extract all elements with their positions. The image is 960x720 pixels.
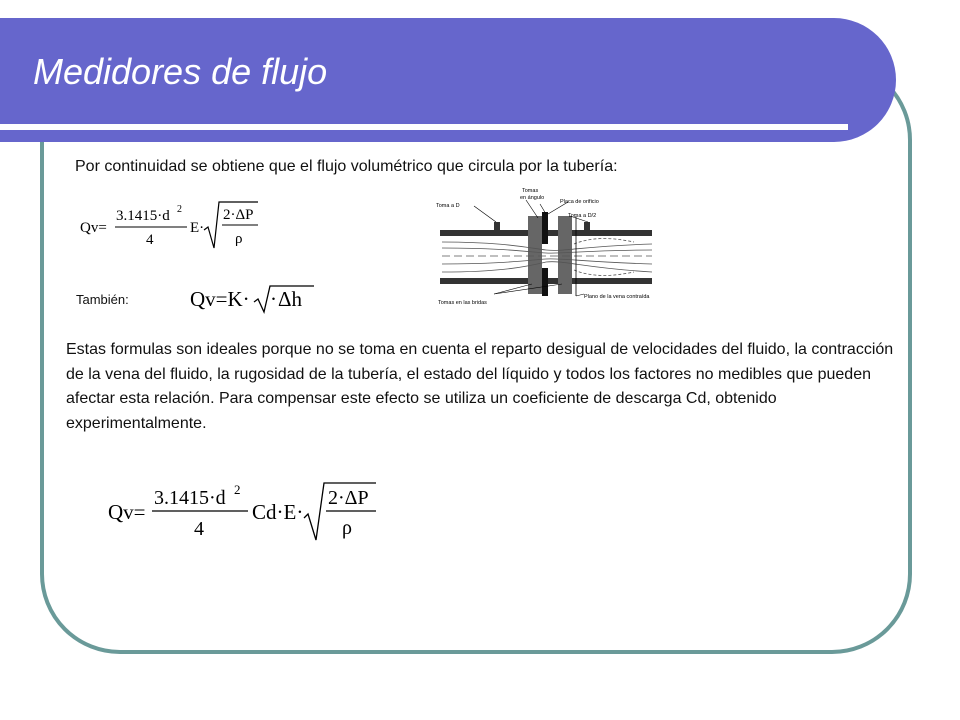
slide-title: Medidores de flujo xyxy=(33,51,328,92)
label-toma-d2: Toma a D/2 xyxy=(568,213,597,219)
label-toma-d: Toma a D xyxy=(436,203,460,209)
orifice-plate-diagram xyxy=(434,186,694,306)
label-vena-contraida: Plano de la vena contraída xyxy=(584,294,650,300)
tap-d2 xyxy=(584,222,590,230)
tambien-label: También: xyxy=(76,292,129,307)
formula2-root: Δh xyxy=(278,287,303,311)
label-placa-orificio: Placa de orificio xyxy=(560,199,599,205)
formula1-numerator: 3.1415·d xyxy=(116,208,170,224)
formula1-exponent: 2 xyxy=(177,204,182,215)
formula3-exponent: 2 xyxy=(234,482,241,497)
label-tomas-bridas: Tomas en las bridas xyxy=(438,300,487,306)
formula1-mid: E· xyxy=(190,220,205,236)
formula3-root-denominator: ρ xyxy=(342,517,352,539)
formula3-lhs: Qv= xyxy=(108,500,146,524)
formula3-numerator: 3.1415·d xyxy=(154,487,226,509)
formula1-lhs: Qv= xyxy=(80,220,107,236)
label-tomas-angulo-1: Tomas xyxy=(522,188,539,194)
formula1-root-numerator: 2·ΔP xyxy=(223,207,254,223)
orifice-plate-bottom xyxy=(542,268,548,296)
intro-text: Por continuidad se obtiene que el flujo volumétrico que circula por la tubería: xyxy=(75,158,618,175)
formula3-mid: Cd·E· xyxy=(252,500,304,524)
tap-d xyxy=(494,222,500,230)
right-flange xyxy=(558,216,572,294)
formula2-dot: · xyxy=(270,287,277,311)
formula3-denominator: 4 xyxy=(194,518,204,540)
formula-flow-rate xyxy=(80,198,270,254)
formula-flow-rate-k xyxy=(190,283,330,315)
explanation-paragraph: Estas formulas son ideales porque no se toma en cuenta el reparto desigual de velocidades del fluido, la contracción de la vena del fluido, la rugosidad de la tubería, el estado del líquido y todos los factores no medibles que pueden afectar esta relación. Para compensar este efecto se utiliza un coeficiente de descarga Cd, obtenido experimentalmente. xyxy=(66,341,894,432)
left-flange xyxy=(528,216,542,294)
title-underline xyxy=(0,124,848,130)
formula-flow-rate-cd xyxy=(108,480,398,544)
formula2-lhs: Qv=K· xyxy=(190,287,250,311)
formula3-root-numerator: 2·ΔP xyxy=(328,487,369,509)
orifice-plate-top xyxy=(542,212,548,244)
label-tomas-angulo-2: en ángulo xyxy=(520,195,545,201)
formula1-root-denominator: ρ xyxy=(235,231,243,247)
formula1-denominator: 4 xyxy=(146,232,154,248)
